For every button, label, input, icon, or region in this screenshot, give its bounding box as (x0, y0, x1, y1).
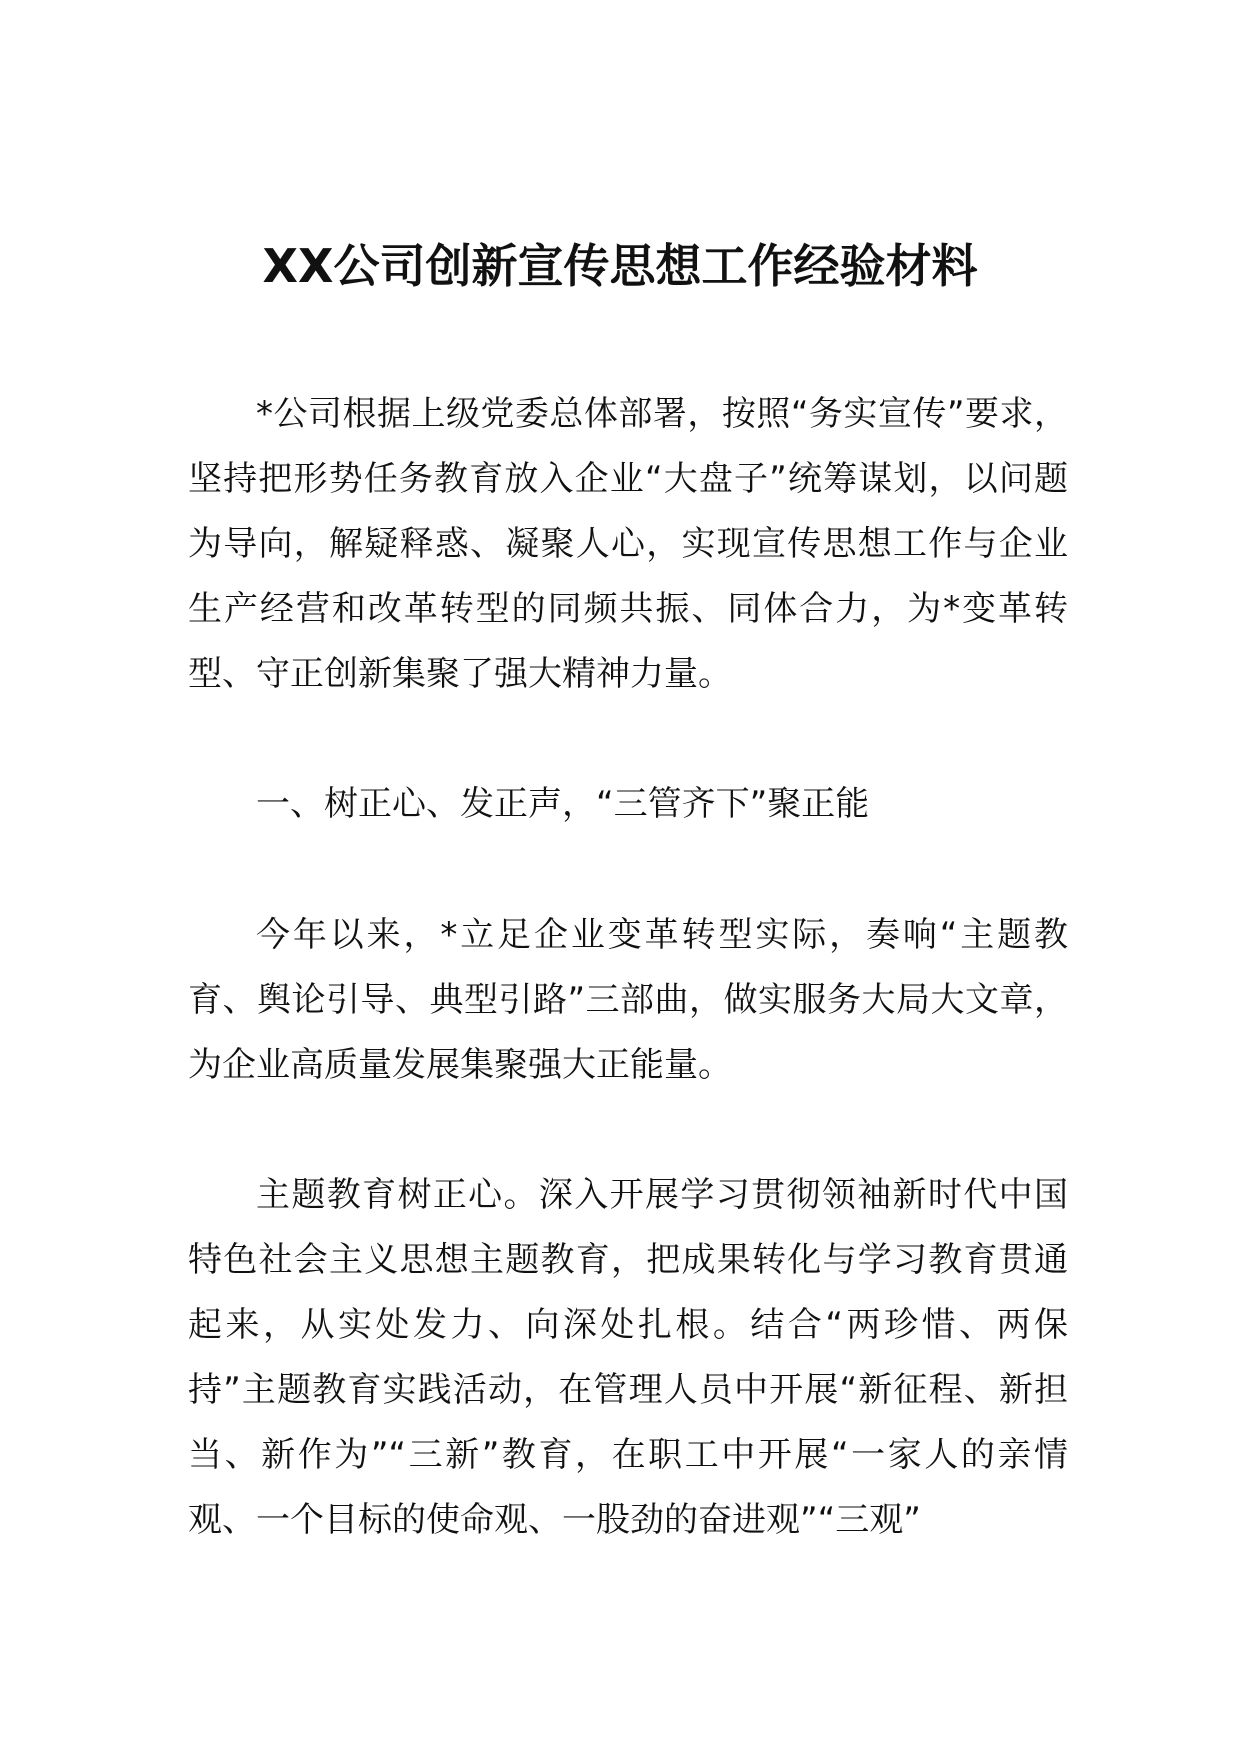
section-intro-paragraph: 今年以来，*立足企业变革转型实际，奏响“主题教育、舆论引导、典型引路”三部曲，做实服务大局大文章，为企业高质量发展集聚强大正能量。 (188, 915, 1068, 1085)
section-body-paragraph: 主题教育树正心。深入开展学习贯彻领袖新时代中国特色社会主义思想主题教育，把成果转化与学习教育贯通起来，从实处发力、向深处扎根。结合“两珍惜、两保持”主题教育实践活动，在管理人员中开展“新征程、新担当、新作为”“三新”教育，在职工中开展“一家人的亲情观、一个目标的使命观、一股劲的奋进观”“三观” (188, 1175, 1068, 1540)
intro-paragraph: *公司根据上级党委总体部署，按照“务实宣传”要求，坚持把形势任务教育放入企业“大盘子”统筹谋划，以问题为导向，解疑释惑、凝聚人心，实现宣传思想工作与企业生产经营和改革转型的同频共振、同体合力，为*变革转型、守正创新集聚了强大精神力量。 (188, 394, 1068, 694)
section-heading: 一、树正心、发正声，“三管齐下”聚正能 (256, 784, 870, 824)
document-title: XX公司创新宣传思想工作经验材料 (262, 238, 978, 293)
